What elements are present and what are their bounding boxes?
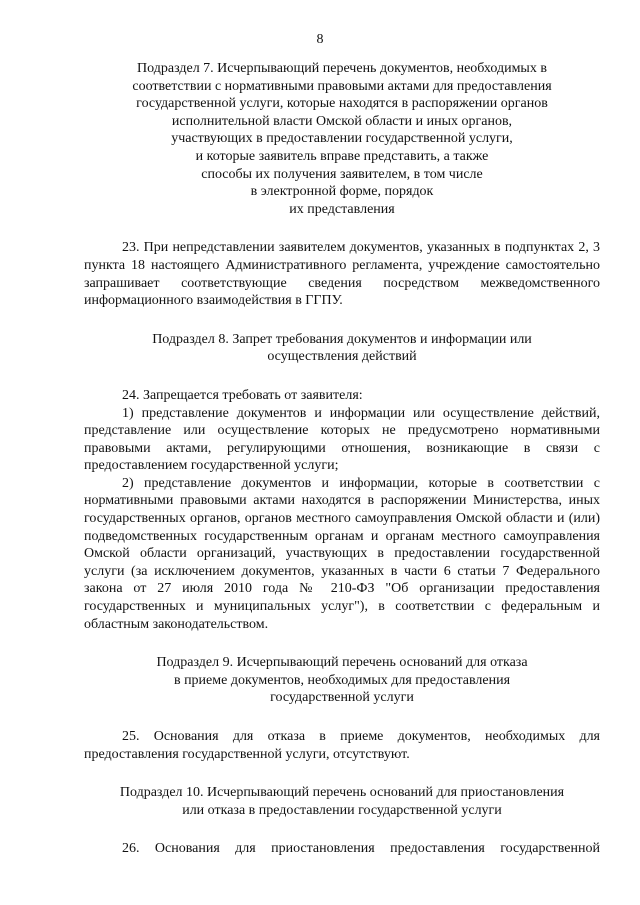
- paragraph-24-item-2: 2) представление документов и информации, которые в соответствии с нормативными правовыми актами находятся в распоряжении Министерства, иных государственных органов, органов местного самоуправления Омской области и (или) подведомственных государственным органам и органам местного самоуправления Омской области организаций, участвующих в предоставлении государственной услуги (за исключением документов, указанных в части 6 статьи 7 Федерального закона от 27 июля 2010 года № 210-ФЗ "Об организации предоставления государственных и муниципальных услуг"), в соответствии с федеральным и областным законодательством.: [84, 475, 600, 632]
- heading-line: Подраздел 8. Запрет требования документов и информации или: [152, 331, 532, 347]
- paragraph-23: 23. При непредставлении заявителем документов, указанных в подпунктах 2, 3 пункта 18 настоящего Административного регламента, учреждение самостоятельно запрашивает соответствующие сведения посредством межведомственного информационного взаимодействия в ГГПУ.: [84, 240, 600, 309]
- document-body: [84, 60, 600, 858]
- heading-line: способы их получения заявителем, в том числе: [201, 166, 483, 182]
- heading-line: Подраздел 7. Исчерпывающий перечень документов, необходимых в: [137, 61, 547, 76]
- heading-line: государственной услуги, которые находятся в распоряжении органов: [136, 96, 548, 112]
- heading-line: Подраздел 9. Исчерпывающий перечень оснований для отказа: [156, 655, 528, 671]
- heading-line: Подраздел 10. Исчерпывающий перечень оснований для приостановления: [119, 785, 565, 801]
- subsection-7-heading: [84, 60, 600, 218]
- heading-line: участвующих в предоставлении государственной услуги,: [171, 131, 513, 147]
- heading-line: и которые заявитель вправе представить, а также: [195, 148, 489, 164]
- heading-line: исполнительной власти Омской области и иных органов,: [171, 113, 513, 129]
- paragraph-26: 26. Основания для приостановления предоставления государственной: [122, 841, 600, 857]
- subsection-8-heading: [84, 331, 600, 366]
- heading-line: их представления: [289, 201, 395, 217]
- heading-line: в электронной форме, порядок: [250, 184, 434, 200]
- heading-line: государственной услуги: [270, 690, 414, 706]
- subsection-10-heading: [84, 784, 600, 819]
- heading-line: осуществления действий: [267, 349, 417, 365]
- paragraph-25: 25. Основания для отказа в приеме документов, необходимых для предоставления государственной услуги, отсутствуют.: [84, 729, 600, 762]
- heading-line: или отказа в предоставлении государственной услуги: [182, 802, 502, 818]
- heading-line: соответствии с нормативными правовыми актами для предоставления: [132, 78, 552, 94]
- subsection-9-heading: [84, 654, 600, 707]
- paragraph-24: 24. Запрещается требовать от заявителя:: [122, 387, 363, 403]
- paragraph-24-item-1: 1) представление документов и информации или осуществление действий, представление или осуществление которых не предусмотрено нормативными правовыми актами, регулирующими отношения, возникающие в связи с предоставлением государственной услуги;: [84, 405, 600, 474]
- page-number: 8: [316, 32, 324, 47]
- heading-line: в приеме документов, необходимых для предоставления: [173, 672, 511, 688]
